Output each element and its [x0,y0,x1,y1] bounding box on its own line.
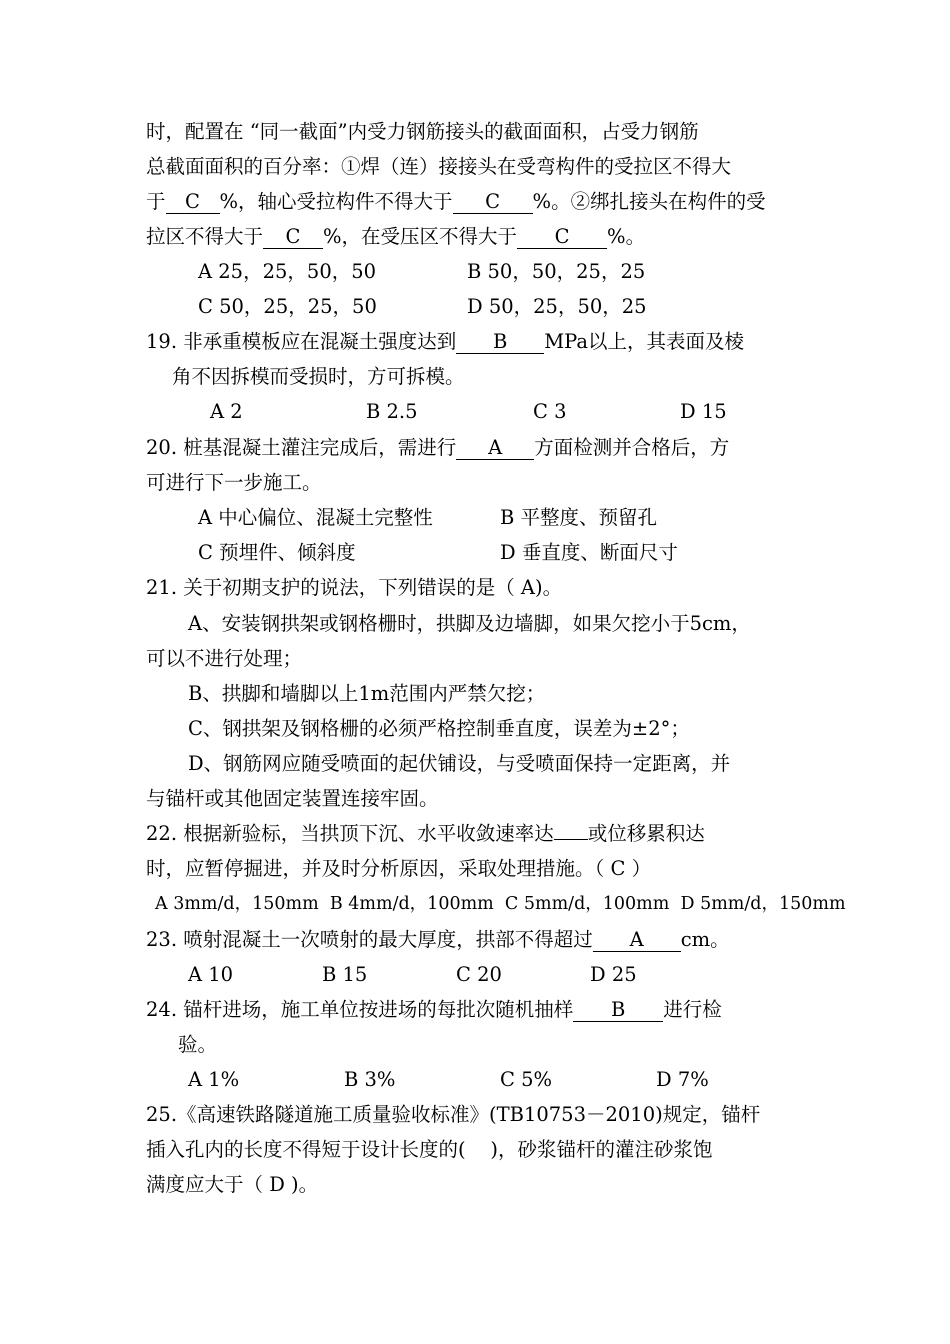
q18-option-b: B 50，50，25，25 [467,260,646,283]
q19-option-a: A 2 [210,400,243,423]
q18-option-a: A 25，25，50，50 [198,260,377,283]
q22-line-1 [146,822,705,846]
q18-text: 于 [146,190,166,213]
q18-text: 拉区不得大于 [146,225,264,248]
q24-option-d: D 7% [656,1068,709,1091]
q19-text: MPa以上，其表面及棱 [544,330,745,353]
q25-line-2: 插入孔内的长度不得短于设计长度的( )，砂浆锚杆的灌注砂浆饱 [146,1138,713,1161]
q24-line-1 [146,998,722,1022]
q20-blank: A [456,437,534,460]
q21-option-c: C、钢拱架及钢格栅的必须严格控制垂直度，误差为±2°； [188,717,690,740]
q19-line-1 [146,330,744,354]
q20-text: 方面检测并合格后，方 [534,436,730,459]
q18-option-c: C 50，25，25，50 [198,295,377,318]
q23-option-b: B 15 [322,963,368,986]
q25-line-1: 25.《高速铁路隧道施工质量验收标准》(TB10753－2010)规定，锚杆 [146,1103,761,1126]
q18-text: %。 [607,225,646,248]
q22-text: 22. 根据新验标，当拱顶下沉、水平收敛速率达 [146,822,554,845]
q22-line-2: 时，应暂停掘进，并及时分析原因，采取处理措施。（ C ） [146,857,652,880]
q20-line-2: 可进行下一步施工。 [146,471,322,494]
q23-text: 23. 喷射混凝土一次喷射的最大厚度，拱部不得超过 [146,928,593,951]
q24-blank: B [573,999,663,1022]
q23-text: cm。 [680,928,730,951]
q19-option-d: D 15 [680,400,727,423]
q18-text: %，在受压区不得大于 [323,225,518,248]
q23-option-a: A 10 [188,963,234,986]
q22-options: A 3mm/d，150mm B 4mm/d，100mm C 5mm/d，100mm D 5mm/d，150mm [155,894,846,914]
q21-option-b: B、拱脚和墙脚以上1m范围内严禁欠挖； [188,682,546,705]
q19-option-c: C 3 [533,400,567,423]
q18-line-4 [146,225,645,249]
q18-text: %，轴心受拉构件不得大于 [219,190,453,213]
q23-blank: A [593,929,681,952]
q21-option-d-line-1: D、钢筋网应随受喷面的起伏铺设，与受喷面保持一定距离，并 [188,752,731,775]
q18-option-d: D 50，25，50，25 [467,295,647,318]
q20-option-d: D 垂直度、断面尺寸 [500,541,678,564]
q18-line-2: 总截面面积的百分率：①焊（连）接接头在受弯构件的受拉区不得大 [146,155,732,178]
q18-line-3 [146,190,766,214]
q21-line-1: 21. 关于初期支护的说法，下列错误的是（ A)。 [146,576,563,599]
q23-line-1 [146,928,730,952]
q18-blank-2: C [453,191,533,214]
q21-option-d-line-2: 与锚杆或其他固定装置连接牢固。 [146,787,439,810]
q24-text: 24. 锚杆进场，施工单位按进场的每批次随机抽样 [146,998,574,1021]
q20-option-c: C 预埋件、倾斜度 [198,541,356,564]
q20-text: 20. 桩基混凝土灌注完成后，需进行 [146,436,457,459]
q18-line-1: 时，配置在 “同一截面”内受力钢筋接头的截面面积，占受力钢筋 [146,120,699,143]
q21-option-a-line-2: 可以不进行处理； [146,647,303,670]
q22-blank [554,839,588,840]
q19-option-b: B 2.5 [366,400,418,423]
q23-option-c: C 20 [456,963,502,986]
q18-blank-4: C [517,226,607,249]
q19-line-2: 角不因拆模而受损时，方可拆模。 [172,365,465,388]
q24-line-2: 验。 [178,1033,218,1056]
q18-text: %。②绑扎接头在构件的受 [532,190,766,213]
q18-blank-1: C [166,191,220,214]
q18-blank-3: C [263,226,323,249]
q20-option-b: B 平整度、预留孔 [500,506,658,529]
q24-text: 进行检 [663,998,722,1021]
q23-option-d: D 25 [590,963,637,986]
q19-text: 19. 非承重模板应在混凝土强度达到 [146,330,457,353]
q21-option-a-line-1: A、安装钢拱架或钢格栅时，拱脚及边墙脚，如果欠挖小于5cm， [188,612,751,635]
q24-option-b: B 3% [344,1068,396,1091]
q19-blank: B [456,331,544,354]
q20-line-1 [146,436,729,460]
q22-text: 或位移累积达 [587,822,705,845]
q20-option-a: A 中心偏位、混凝土完整性 [198,506,433,529]
q25-line-3: 满度应大于（ D )。 [146,1173,319,1196]
q24-option-a: A 1% [188,1068,240,1091]
q24-option-c: C 5% [500,1068,553,1091]
